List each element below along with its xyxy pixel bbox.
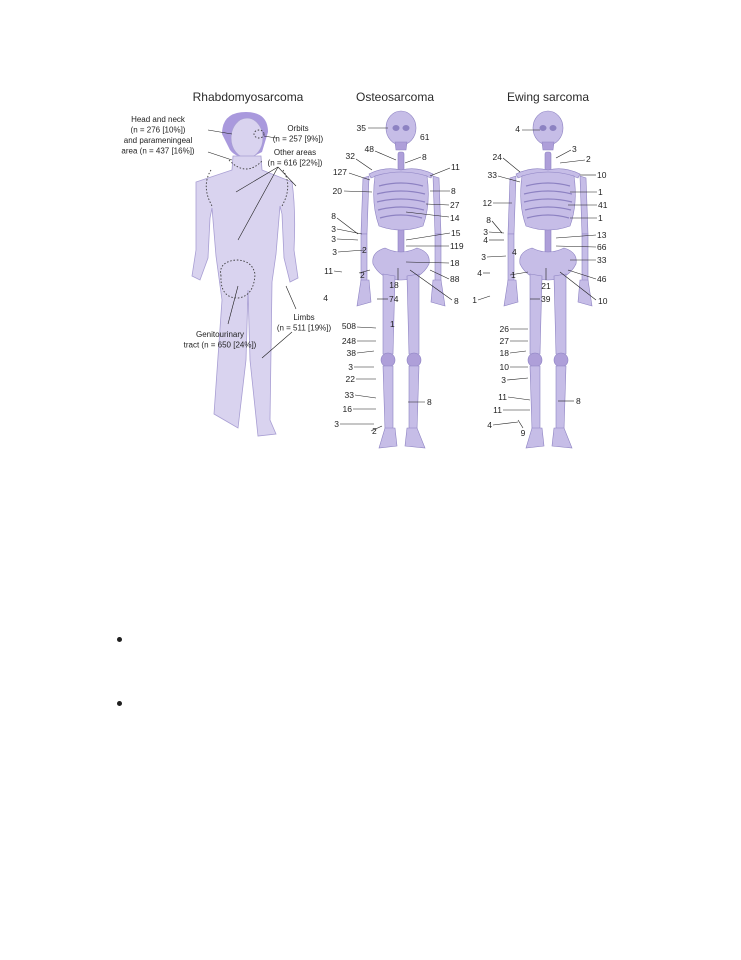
ewing-case-count: 39 [541, 294, 551, 304]
ewing-case-count: 3 [483, 227, 488, 237]
ewing-case-count: 8 [576, 396, 581, 406]
limbs-label [277, 313, 332, 333]
ewing-case-count: 2 [586, 154, 591, 164]
ewing-leader-line [556, 150, 571, 158]
osteo-case-count: 88 [450, 274, 460, 284]
rhabdo-title: Rhabdomyosarcoma [192, 90, 304, 104]
ewing-leader-line [510, 351, 526, 353]
ewing-leader-line [487, 256, 506, 257]
ewing-case-count: 26 [499, 324, 509, 334]
osteo-case-count: 2 [360, 270, 365, 280]
ewing-case-count: 3 [481, 252, 486, 262]
osteo-leader-line [338, 250, 364, 252]
ewing-case-count: 27 [499, 336, 509, 346]
ewing-case-count: 66 [597, 242, 607, 252]
ewing-leader-line [478, 296, 490, 300]
ewing-case-count: 8 [486, 215, 491, 225]
osteo-case-count: 20 [332, 186, 342, 196]
osteo-leader-line [406, 233, 450, 240]
osteo-case-count: 18 [450, 258, 460, 268]
osteo-case-count: 508 [341, 321, 356, 331]
ewing-title: Ewing sarcoma [506, 90, 590, 104]
osteo-case-count: 14 [450, 213, 460, 223]
osteo-leader-line [337, 239, 358, 240]
osteo-leader-line [357, 351, 374, 353]
ewing-leader-line [492, 221, 502, 233]
ewing-case-count: 3 [572, 144, 577, 154]
svg-text:Other areas(n = 616 [22%]): Other areas (n = 616 [22%]) [267, 148, 323, 168]
osteo-title: Osteosarcoma [355, 90, 435, 104]
osteo-case-count: 8 [331, 211, 336, 221]
osteo-leader-line [375, 151, 396, 160]
ewing-case-count: 21 [541, 281, 551, 291]
ewing-case-count: 10 [597, 170, 607, 180]
ewing-leader-line [498, 176, 520, 182]
osteo-case-count: 48 [364, 144, 374, 154]
ewing-case-count: 9 [520, 428, 526, 438]
ewing-case-count: 33 [597, 255, 607, 265]
osteo-leader-line [355, 395, 376, 398]
ewing-case-count: 11 [498, 392, 507, 402]
osteo-leader-line [356, 159, 372, 170]
osteo-case-count: 8 [422, 152, 427, 162]
osteo-case-count: 119 [450, 241, 464, 251]
osteo-leader-line [405, 157, 421, 163]
ewing-case-count: 4 [487, 420, 492, 430]
ewing-panel [472, 90, 607, 448]
osteo-case-count: 11 [324, 266, 333, 276]
osteo-case-count: 3 [334, 419, 339, 429]
osteo-case-count: 27 [450, 200, 460, 210]
other-areas-label [268, 148, 323, 168]
osteo-case-count: 16 [342, 404, 352, 414]
ewing-leader-line [518, 420, 523, 428]
osteo-case-count: 18 [389, 280, 399, 290]
ewing-case-count: 46 [597, 274, 607, 284]
ewing-case-count: 13 [597, 230, 607, 240]
bullet-1 [117, 637, 122, 642]
ewing-case-count: 3 [501, 375, 506, 385]
osteo-case-count: 3 [331, 234, 336, 244]
svg-text:Head and neck(n = 276 [10%])an: Head and neck (n = 276 [10%]) and parameningeal area (n = 437 [16%]) [121, 115, 195, 156]
osteo-case-count: 61 [420, 132, 430, 142]
osteo-panel [323, 90, 464, 448]
ewing-case-count: 1 [511, 270, 516, 280]
ewing-case-count: 18 [499, 348, 509, 358]
ewing-leader-line [556, 246, 596, 247]
osteo-case-count: 248 [341, 336, 356, 346]
ewing-case-count: 4 [515, 124, 520, 134]
ewing-case-count: 12 [482, 198, 492, 208]
osteo-case-count: 3 [348, 362, 353, 372]
head-neck-label [121, 115, 194, 156]
osteo-case-count: 8 [427, 397, 432, 407]
svg-text:Orbits(n = 257 [9%]): Orbits (n = 257 [9%]) [272, 124, 324, 144]
bullet-2 [117, 701, 122, 706]
svg-text:Genitourinarytract (n = 650 [: Genitourinary tract (n = 650 [24%]) [183, 330, 257, 350]
osteo-leader-line [357, 327, 376, 328]
ewing-case-count: 33 [487, 170, 497, 180]
osteo-case-count: 35 [356, 123, 366, 133]
orbits-label [273, 124, 324, 144]
osteo-case-count: 32 [345, 151, 355, 161]
osteo-case-count: 38 [346, 348, 356, 358]
osteo-leader-line [337, 218, 358, 234]
osteo-leader-line [337, 229, 362, 234]
osteo-case-count: 22 [345, 374, 355, 384]
ewing-case-count: 41 [598, 200, 608, 210]
osteo-case-count: 3 [331, 224, 336, 234]
osteo-case-count: 15 [451, 228, 461, 238]
osteo-case-count: 2 [362, 245, 367, 255]
osteo-case-count: 74 [389, 294, 399, 304]
ewing-leader-line [556, 235, 596, 238]
ewing-case-count: 1 [598, 187, 603, 197]
rhabdo-panel [121, 90, 331, 436]
ewing-case-count: 10 [499, 362, 509, 372]
ewing-case-count: 24 [492, 152, 502, 162]
osteo-case-count: 127 [332, 167, 347, 177]
osteo-case-count: 8 [454, 296, 459, 306]
osteo-case-count: 1 [390, 319, 395, 329]
ewing-leader-line [503, 158, 520, 172]
ewing-case-count: 11 [493, 405, 502, 415]
ewing-case-count: 4 [477, 268, 482, 278]
ewing-leader-line [507, 378, 528, 380]
osteo-case-count: 33 [344, 390, 354, 400]
osteo-case-count: 3 [332, 247, 337, 257]
osteo-leader-line [430, 168, 450, 176]
osteo-leader-line [334, 271, 342, 272]
osteo-case-count: 4 [323, 293, 328, 303]
ewing-case-count: 1 [472, 295, 477, 305]
ewing-case-count: 10 [598, 296, 608, 306]
ewing-case-count: 4 [512, 247, 517, 257]
ewing-leader-line [560, 160, 585, 163]
ewing-leader-line [508, 397, 530, 400]
osteo-case-count: 2 [372, 426, 377, 436]
ewing-case-count: 1 [598, 213, 603, 223]
svg-text:Limbs(n = 511 [19%]): Limbs (n = 511 [19%]) [276, 313, 332, 333]
osteo-case-count: 11 [451, 162, 460, 172]
osteo-case-count: 8 [451, 186, 456, 196]
ewing-case-count: 4 [483, 235, 488, 245]
ewing-leader-line [493, 422, 518, 425]
